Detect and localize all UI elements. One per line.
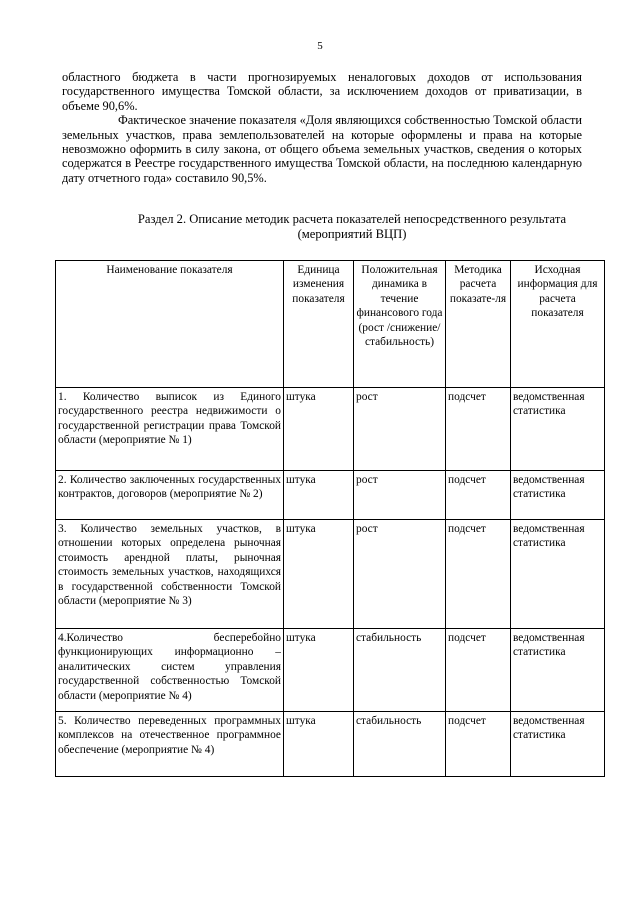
header-name: Наименование показателя	[56, 261, 284, 388]
header-unit: Единица изменения показателя	[284, 261, 354, 388]
header-dynamics: Положительная динамика в течение финансового года (рост /снижение/ стабильность)	[354, 261, 446, 388]
indicator-unit: штука	[284, 471, 354, 520]
indicator-method: подсчет	[446, 471, 511, 520]
page-number: 5	[317, 40, 323, 52]
indicator-dynamics: рост	[354, 471, 446, 520]
header-method: Методика расчета показате-ля	[446, 261, 511, 388]
indicator-method: подсчет	[446, 520, 511, 629]
indicator-name: 3. Количество земельных участков, в отношении которых определена рыночная стоимость арендной платы, рыночная стоимость земельных участков, находящихся в государственной собственности Томской области (мероприятие № 3)	[56, 520, 284, 629]
indicator-name: 4.Количество бесперебойно функционирующих информационно – аналитических систем управления государственной собственностью Томской области (мероприятие № 4)	[56, 629, 284, 712]
indicator-dynamics: рост	[354, 520, 446, 629]
indicator-name: 1. Количество выписок из Единого государственного реестра недвижимости о государственной регистрации права Томской области (мероприятие № 1)	[56, 388, 284, 471]
indicator-dynamics: рост	[354, 388, 446, 471]
indicator-name: 5. Количество переведенных программных комплексов на отечественное программное обеспечение (мероприятие № 4)	[56, 712, 284, 777]
header-source: Исходная информация для расчета показателя	[511, 261, 605, 388]
intro-paragraph-2: Фактическое значение показателя «Доля являющихся собственностью Томской области земельных участков, права землепользователей на которые оформлены и права на которые невозможно оформить в силу закона, от общего объема земельных участков, сведения о которых содержатся в Реестре государственного имущества Томской области, на последнюю календарную дату отчетного года» составило 90,5%.	[62, 113, 582, 185]
indicator-source: ведомственная статистика	[511, 520, 605, 629]
indicator-unit: штука	[284, 712, 354, 777]
indicator-method: подсчет	[446, 712, 511, 777]
indicator-name: 2. Количество заключенных государственных контрактов, договоров (мероприятие № 2)	[56, 471, 284, 520]
indicator-unit: штука	[284, 629, 354, 712]
indicator-source: ведомственная статистика	[511, 471, 605, 520]
table-row	[56, 471, 605, 520]
indicators-table	[55, 260, 605, 777]
table-header-row	[56, 261, 605, 388]
indicator-unit: штука	[284, 520, 354, 629]
indicator-method: подсчет	[446, 629, 511, 712]
table-row	[56, 629, 605, 712]
indicator-method: подсчет	[446, 388, 511, 471]
table-row	[56, 388, 605, 471]
indicator-unit: штука	[284, 388, 354, 471]
intro-text	[62, 70, 582, 185]
indicator-source: ведомственная статистика	[511, 629, 605, 712]
section-title	[62, 212, 640, 242]
indicator-source: ведомственная статистика	[511, 712, 605, 777]
table-row	[56, 520, 605, 629]
indicator-source: ведомственная статистика	[511, 388, 605, 471]
section-title-line-2: (мероприятий ВЦП)	[297, 227, 407, 241]
indicator-dynamics: стабильность	[354, 712, 446, 777]
table-row	[56, 712, 605, 777]
intro-paragraph-1: областного бюджета в части прогнозируемых неналоговых доходов от использования государственного имущества Томской области, за исключением доходов от приватизации, в объеме 90,6%.	[62, 70, 582, 113]
section-title-line-1: Раздел 2. Описание методик расчета показателей непосредственного результата	[137, 212, 567, 226]
indicator-dynamics: стабильность	[354, 629, 446, 712]
